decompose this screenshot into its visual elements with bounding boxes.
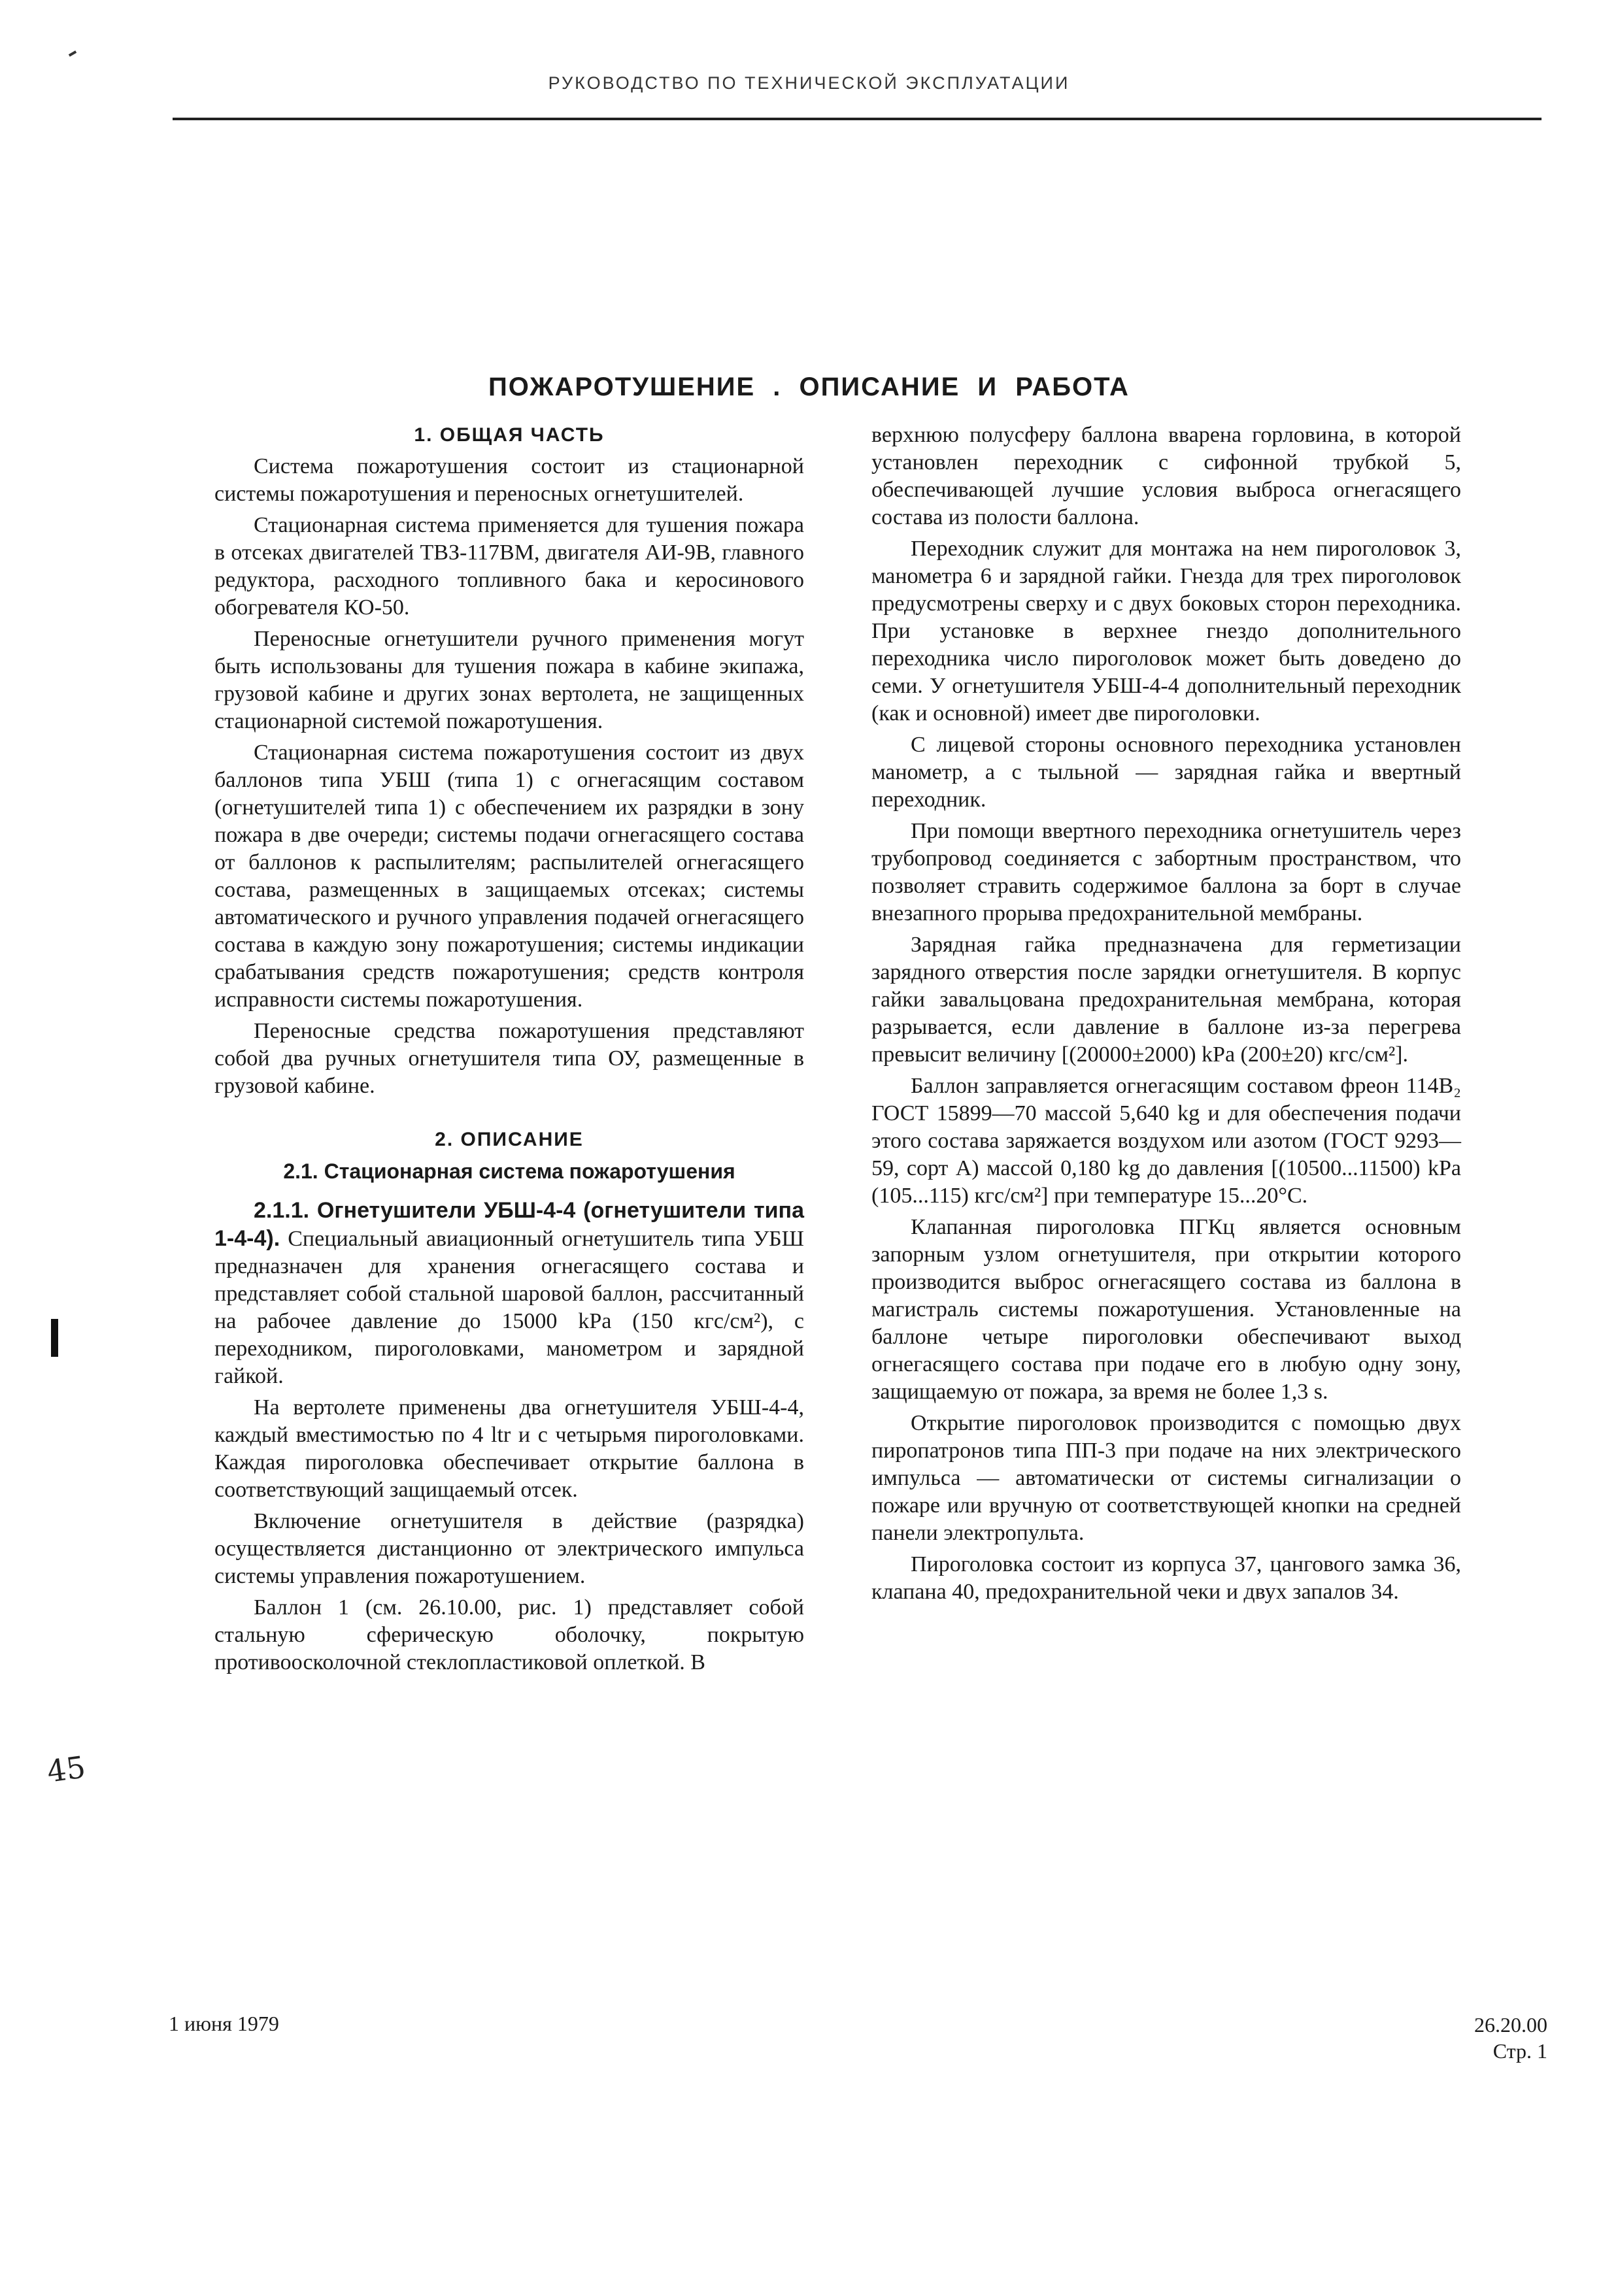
paragraph: Зарядная гайка предназначена для герметизации зарядного отверстия после зарядки огнетушителя. В корпус гайки завальцована предохранительная мембрана, которая разрывается, если давление в баллоне из-за перегрева превысит величину [(20000±2000) kPa (200±20) кгс/см²].: [871, 933, 1461, 1067]
paragraph: верхнюю полусферу баллона вварена горловина, в которой установлен переходник с сифонной трубкой 5, обеспечивающей лучшие условия выброса огнегасящего состава из полости баллона.: [871, 423, 1461, 529]
document-number: 26.20.00: [1474, 2013, 1547, 2037]
paragraph: При помощи ввертного переходника огнетушитель через трубопровод соединяется с забортным пространством, что позволяет стравить содержимое баллона за борт в случае внезапного прорыва предохранительной мембраны.: [871, 819, 1461, 925]
paragraph: Стационарная система пожаротушения состоит из двух баллонов типа УБШ (типа 1) с огнегасящим составом (огнетушителей типа 1) с обеспечением их разрядки в зону пожара в две очереди; системы подачи огнегасящего состава от баллонов к распылителям; распылителей огнегасящего состава, размещенных в защищаемых отсеках; системы автоматического и ручного управления подачей огнегасящего состава в каждую зону пожаротушения; системы индикации срабатывания средств пожаротушения; средств контроля исправности системы пожаротушения.: [214, 740, 804, 1012]
paragraph: Стационарная система применяется для тушения пожара в отсеках двигателей ТВЗ-117ВМ, двигателя АИ-9В, главного редуктора, расходного топливного бака и керосинового обогревателя КО-50.: [214, 513, 804, 620]
run-in-heading: 2.1.1. Огнетушители УБШ-4-4 (огнетушители типа 1-4-4).: [214, 1198, 804, 1251]
page-title: ПОЖАРОТУШЕНИЕ . ОПИСАНИЕ И РАБОТА: [488, 373, 1130, 401]
paragraph-text: Специальный авиационный огнетушитель типа УБШ предназначен для хранения огнегасящего состава и представляет собой стальной шаровой баллон, рассчитанный на рабочее давление до 15000 kPa (150 кгс/см²), с переходником, пироголовками, манометром и зарядной гайкой.: [214, 1227, 804, 1388]
paragraph: Баллон заправляется огнегасящим составом фреон 114В₂ ГОСТ 15899—70 массой 5,640 kg и для обеспечения подачи этого состава заряжается воздухом или азотом (ГОСТ 9293—59, сорт А) массой 0,180 kg до давления [(10500...11500) kPa (105...115) кгс/см²] при температуре 15...20°С.: [871, 1074, 1461, 1208]
paragraph: Открытие пироголовок производится с помощью двух пиропатронов типа ПП-3 при подаче на них электрического импульса — автоматически от системы сигнализации о пожаре или вручную от соответствующей кнопки на средней панели электропульта.: [871, 1411, 1461, 1545]
footer-reference: [1474, 2012, 1547, 2064]
margin-tick-mark: [69, 50, 76, 56]
section-heading-description: 2. ОПИСАНИЕ: [435, 1129, 584, 1150]
paragraph: Переходник служит для монтажа на нем пироголовок 3, манометра 6 и зарядной гайки. Гнезда для трех пироголовок предусмотрены сверху и с двух боковых сторон переходника. При установке в верхнее гнездо дополнительного переходника число пироголовок может быть доведено до семи. У огнетушителя УБШ-4-4 дополнительный переходник (как и основной) имеет две пироголовки.: [871, 537, 1461, 725]
header-rule: [173, 118, 1542, 120]
page-number: Стр. 1: [1492, 2039, 1547, 2063]
paragraph: Пироголовка состоит из корпуса 37, цангового замка 36, клапана 40, предохранительной чеки и двух запалов 34.: [871, 1552, 1461, 1604]
spacer: [214, 1104, 804, 1126]
paragraph: С лицевой стороны основного переходника установлен манометр, а с тыльной — зарядная гайка и ввертный переходник.: [871, 733, 1461, 812]
section-heading-general: 1. ОБЩАЯ ЧАСТЬ: [414, 424, 605, 446]
paragraph: Переносные средства пожаротушения представляют собой два ручных огнетушителя типа ОУ, размещенные в грузовой кабине.: [214, 1019, 804, 1098]
running-header: РУКОВОДСТВО ПО ТЕХНИЧЕСКОЙ ЭКСПЛУАТАЦИИ: [548, 73, 1070, 93]
paragraph: Система пожаротушения состоит из стационарной системы пожаротушения и переносных огнетушителей.: [214, 454, 804, 506]
paragraph: [214, 1197, 804, 1390]
margin-bar-mark: [51, 1319, 58, 1357]
paragraph: Включение огнетушителя в действие (разрядка) осуществляется дистанционно от электрического импульса системы управления пожаротушением.: [214, 1509, 804, 1588]
paragraph: Баллон 1 (см. 26.10.00, рис. 1) представляет собой стальную сферическую оболочку, покрытую противоосколочной стеклопластиковой оплеткой. В: [214, 1595, 804, 1674]
subsection-heading: 2.1. Стационарная система пожаротушения: [283, 1159, 735, 1183]
footer-date: 1 июня 1979: [169, 2012, 279, 2035]
paragraph: Клапанная пироголовка ПГКц является основным запорным узлом огнетушителя, при открытии которого производится выброс огнегасящего состава из баллона в магистраль системы пожаротушения. Установленные на баллоне четыре пироголовки обеспечивают выход огнегасящего состава при подаче его в любую одну зону, защищаемую от пожара, за время не более 1,3 s.: [871, 1215, 1461, 1404]
paragraph: На вертолете применены два огнетушителя УБШ-4-4, каждый вместимостью по 4 ltr и с четырьмя пироголовками. Каждая пироголовка обеспечивает открытие баллона в соответствующий защищаемый отсек.: [214, 1395, 804, 1502]
right-column: [871, 422, 1461, 1610]
margin-handwritten-note: 45: [44, 1749, 88, 1789]
paragraph: Переносные огнетушители ручного применения могут быть использованы для тушения пожара в кабине экипажа, грузовой кабине и других зонах вертолета, не защищенных стационарной системой пожаротушения.: [214, 627, 804, 733]
left-column: [214, 422, 804, 1680]
